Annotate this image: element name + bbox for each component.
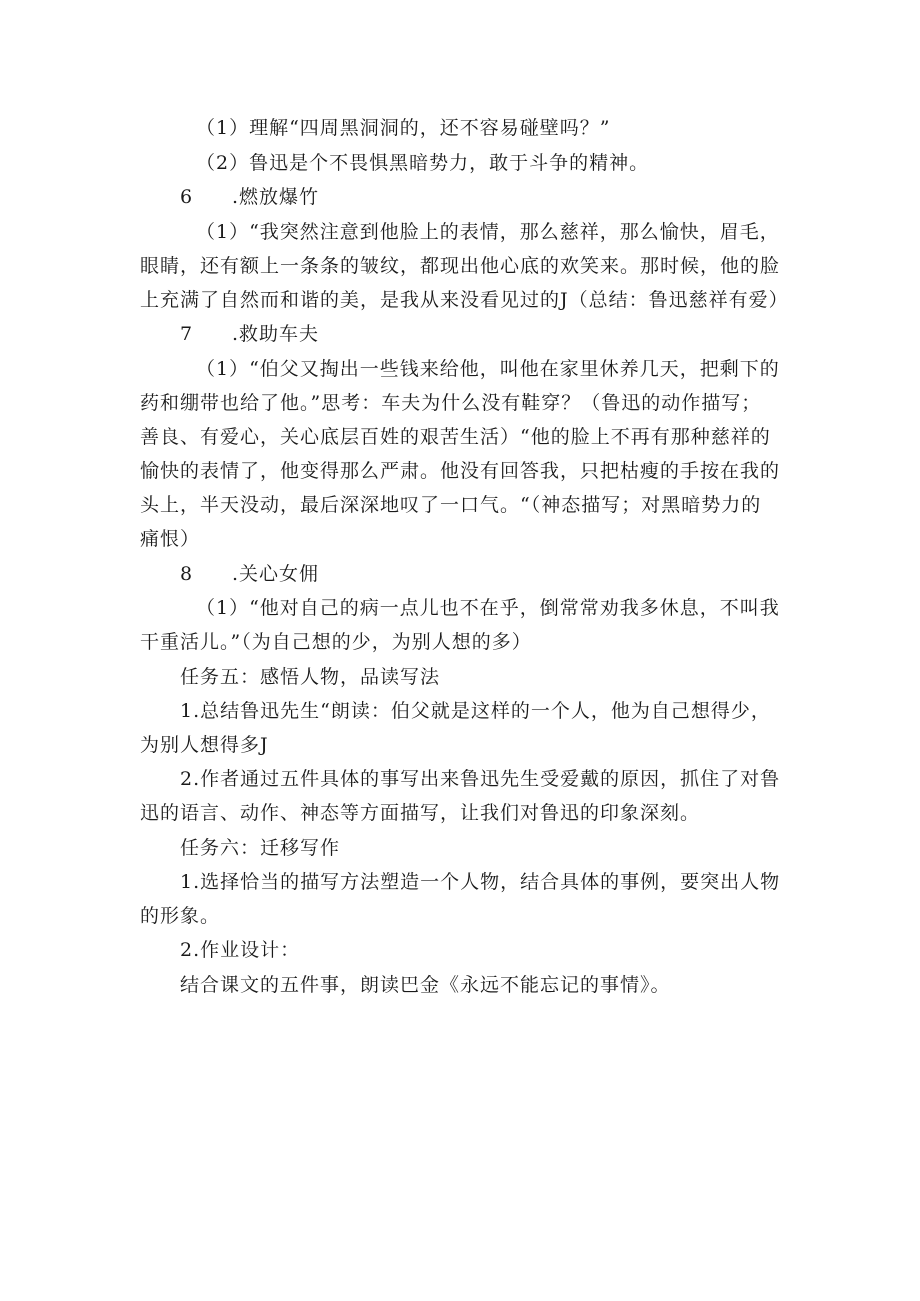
section-heading	[180, 185, 319, 209]
section-title: .关心女佣	[232, 563, 320, 585]
section-title: .燃放爆竹	[232, 186, 320, 208]
text-line: 上充满了自然而和谐的美，是我从来没看见过的J（总结：鲁迅慈祥有爱）	[140, 289, 789, 311]
text-line: 药和绷带也给了他。”思考：车夫为什么没有鞋穿？（鲁迅的动作描写；	[140, 392, 762, 414]
text-line: 干重活儿。”（为自己想的少，为别人想的多）	[140, 631, 532, 653]
text-line: （1）“我突然注意到他脸上的表情，那么慈祥，那么愉快，眉毛，	[196, 221, 780, 243]
task-heading: 任务五：感悟人物，品读写法	[180, 666, 441, 688]
section-title: .救助车夫	[232, 323, 320, 345]
section-number: 8	[180, 563, 194, 585]
text-line: （1）“他对自己的病一点儿也不在乎，倒常常劝我多休息，不叫我	[196, 597, 780, 619]
text-line: （2）鲁迅是个不畏惧黑暗势力，敢于斗争的精神。	[196, 152, 650, 174]
text-line: 愉快的表情了，他变得那么严肃。他没有回答我，只把枯瘦的手按在我的	[140, 460, 781, 482]
text-line: 结合课文的五件事，朗读巴金《永远不能忘记的事情》。	[180, 974, 671, 996]
section-heading	[180, 562, 319, 586]
text-line: （1）“伯父又掏出一些钱来给他，叫他在家里休养几天，把剩下的	[196, 358, 780, 380]
text-line: 眼睛，还有额上一条条的皱纹，都现出他心底的欢笑来。那时候，他的脸	[140, 255, 781, 277]
task-heading: 任务六：迁移写作	[180, 837, 341, 859]
text-line: 迅的语言、动作、神态等方面描写，让我们对鲁迅的印象深刻。	[140, 802, 701, 824]
text-line: 为别人想得多J	[140, 734, 269, 756]
section-number: 6	[180, 186, 194, 208]
text-line: 2.作业设计：	[180, 939, 301, 961]
text-line: 善良、有爱心，关心底层百姓的艰苦生活）“他的脸上不再有那种慈祥的	[140, 426, 771, 448]
text-line: 1.总结鲁迅先生“朗读：伯父就是这样的一个人，他为自己想得少，	[180, 700, 771, 722]
text-line: 痛恨）	[140, 528, 201, 550]
text-line: （1）理解“四周黑洞洞的，还不容易碰壁吗？”	[196, 117, 611, 139]
text-line: 2.作者通过五件具体的事写出来鲁迅先生受爱戴的原因，抓住了对鲁	[180, 768, 781, 790]
section-number: 7	[180, 323, 194, 345]
section-heading	[180, 322, 319, 346]
text-line: 的形象。	[140, 905, 221, 927]
text-line: 1.选择恰当的描写方法塑造一个人物，结合具体的事例，要突出人物	[180, 871, 781, 893]
text-line: 头上，半天没动，最后深深地叹了一口气。“（神态描写；对黑暗势力的	[140, 494, 762, 516]
